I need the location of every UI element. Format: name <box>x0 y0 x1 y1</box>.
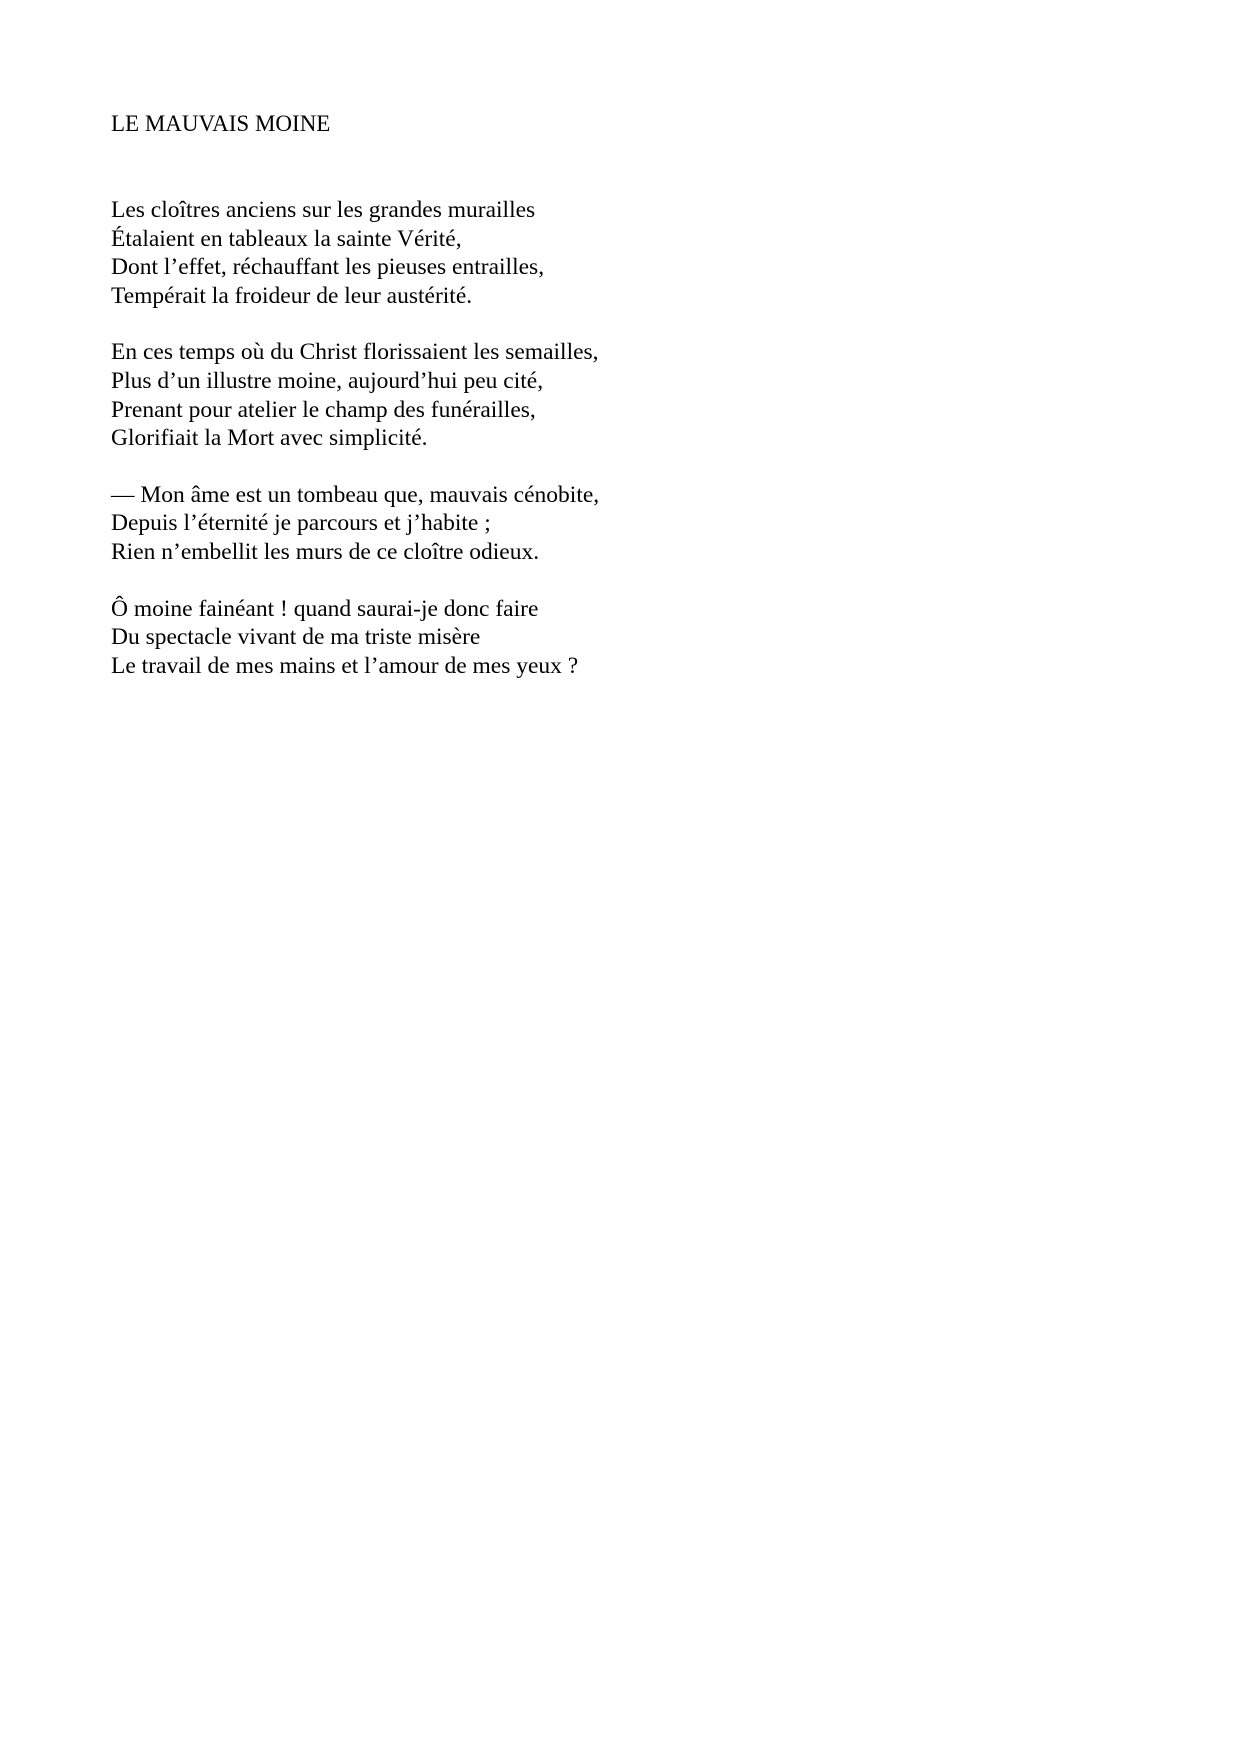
poem-line: — Mon âme est un tombeau que, mauvais cénobite, <box>111 481 600 508</box>
stanza-4 <box>111 595 599 681</box>
poem-line: Rien n’embellit les murs de ce cloître odieux. <box>111 538 540 565</box>
poem-line: Les cloîtres anciens sur les grandes murailles <box>111 197 536 223</box>
stanza-1 <box>111 196 599 310</box>
poem-line: Prenant pour atelier le champ des funérailles, <box>111 396 536 423</box>
poem-body <box>111 196 599 708</box>
poem-line: Glorifiait la Mort avec simplicité. <box>111 425 428 452</box>
poem-line: Dont l’effet, réchauffant les pieuses entrailles, <box>111 254 545 281</box>
stanza-3 <box>111 481 599 567</box>
poem-line: Le travail de mes mains et l’amour de mes yeux ? <box>111 652 579 679</box>
poem-line: En ces temps où du Christ florissaient les semailles, <box>111 339 599 366</box>
poem-line: Plus d’un illustre moine, aujourd’hui peu cité, <box>111 367 544 394</box>
stanza-2 <box>111 338 599 452</box>
poem-line: Du spectacle vivant de ma triste misère <box>111 624 481 651</box>
poem-line: Tempérait la froideur de leur austérité. <box>111 282 473 309</box>
poem-line: Ô moine fainéant ! quand saurai-je donc faire <box>111 595 539 622</box>
poem-line: Depuis l’éternité je parcours et j’habite ; <box>111 510 491 537</box>
poem-line: Étalaient en tableaux la sainte Vérité, <box>111 225 462 252</box>
poem-title: LE MAUVAIS MOINE <box>111 111 331 136</box>
